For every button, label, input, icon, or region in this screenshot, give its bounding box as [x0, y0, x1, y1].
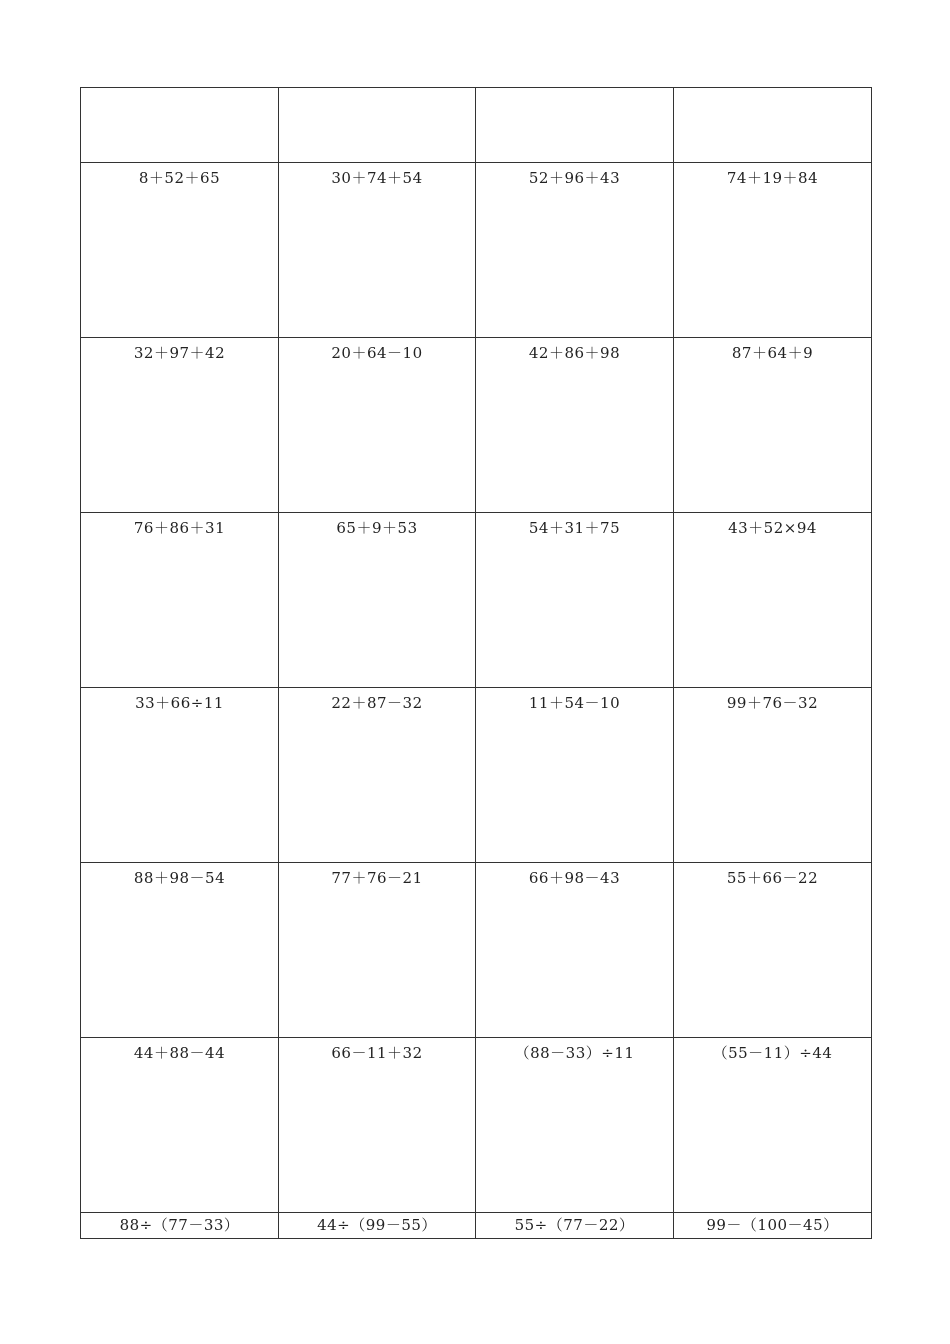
- problem-cell: [476, 163, 674, 338]
- expression: 87＋64＋9: [731, 344, 814, 362]
- expression: 30＋74＋54: [331, 169, 423, 187]
- problem-cell: [279, 1038, 476, 1213]
- problem-cell: [81, 513, 279, 688]
- problem-cell: [476, 688, 674, 863]
- expression: 11＋54－10: [528, 694, 621, 712]
- problem-cell: [279, 163, 476, 338]
- expression: 44＋88－44: [133, 1044, 226, 1062]
- problem-cell: [674, 338, 872, 513]
- problem-cell: [81, 338, 279, 513]
- table-row: [81, 1213, 872, 1239]
- answer-cell: [81, 88, 279, 163]
- table-row: [81, 338, 872, 513]
- problem-cell: [674, 163, 872, 338]
- problem-cell: [674, 863, 872, 1038]
- table-row: [81, 1038, 872, 1213]
- expression: 22＋87－32: [331, 694, 423, 712]
- expression: 65＋9＋53: [336, 519, 418, 537]
- problem-cell: [81, 163, 279, 338]
- expression: 32＋97＋42: [133, 344, 226, 362]
- table-row: [81, 863, 872, 1038]
- expression: 77＋76－21: [331, 869, 423, 887]
- expression: 76＋86＋31: [133, 519, 226, 537]
- problem-cell: [81, 863, 279, 1038]
- problem-cell: [81, 1038, 279, 1213]
- table-row: [81, 688, 872, 863]
- problem-cell: [476, 863, 674, 1038]
- problem-cell: [674, 513, 872, 688]
- problem-cell: [674, 1038, 872, 1213]
- answer-cell: [674, 88, 872, 163]
- expression: 66－11＋32: [331, 1044, 423, 1062]
- expression: 99－（100－45）: [706, 1216, 839, 1234]
- expression: 44÷（99－55）: [317, 1216, 437, 1234]
- expression: 8＋52＋65: [138, 169, 221, 187]
- problem-cell: [476, 1213, 674, 1239]
- table-row: [81, 163, 872, 338]
- expression: 54＋31＋75: [528, 519, 621, 537]
- expression: 66＋98－43: [528, 869, 621, 887]
- expression: （88－33）÷11: [514, 1044, 635, 1062]
- expression: 99＋76－32: [726, 694, 819, 712]
- expression: 88＋98－54: [133, 869, 226, 887]
- problem-cell: [279, 688, 476, 863]
- expression: 52＋96＋43: [528, 169, 621, 187]
- problem-cell: [476, 338, 674, 513]
- expression: 55＋66－22: [726, 869, 819, 887]
- expression: （55－11）÷44: [712, 1044, 833, 1062]
- problem-cell: [476, 1038, 674, 1213]
- expression: 20＋64－10: [331, 344, 423, 362]
- expression: 43＋52×94: [728, 519, 817, 537]
- expression: 74＋19＋84: [726, 169, 819, 187]
- arithmetic-worksheet-table: [80, 87, 872, 1239]
- problem-cell: [279, 513, 476, 688]
- problem-cell: [279, 863, 476, 1038]
- answer-cell: [279, 88, 476, 163]
- expression: 55÷（77－22）: [514, 1216, 635, 1234]
- table-row: [81, 513, 872, 688]
- problem-cell: [279, 338, 476, 513]
- answer-cell: [476, 88, 674, 163]
- problem-cell: [674, 1213, 872, 1239]
- expression: 33＋66÷11: [135, 694, 224, 712]
- problem-cell: [81, 688, 279, 863]
- problem-cell: [476, 513, 674, 688]
- problem-cell: [81, 1213, 279, 1239]
- expression: 42＋86＋98: [528, 344, 621, 362]
- table-row: [81, 88, 872, 163]
- problem-cell: [674, 688, 872, 863]
- problem-cell: [279, 1213, 476, 1239]
- expression: 88÷（77－33）: [119, 1216, 240, 1234]
